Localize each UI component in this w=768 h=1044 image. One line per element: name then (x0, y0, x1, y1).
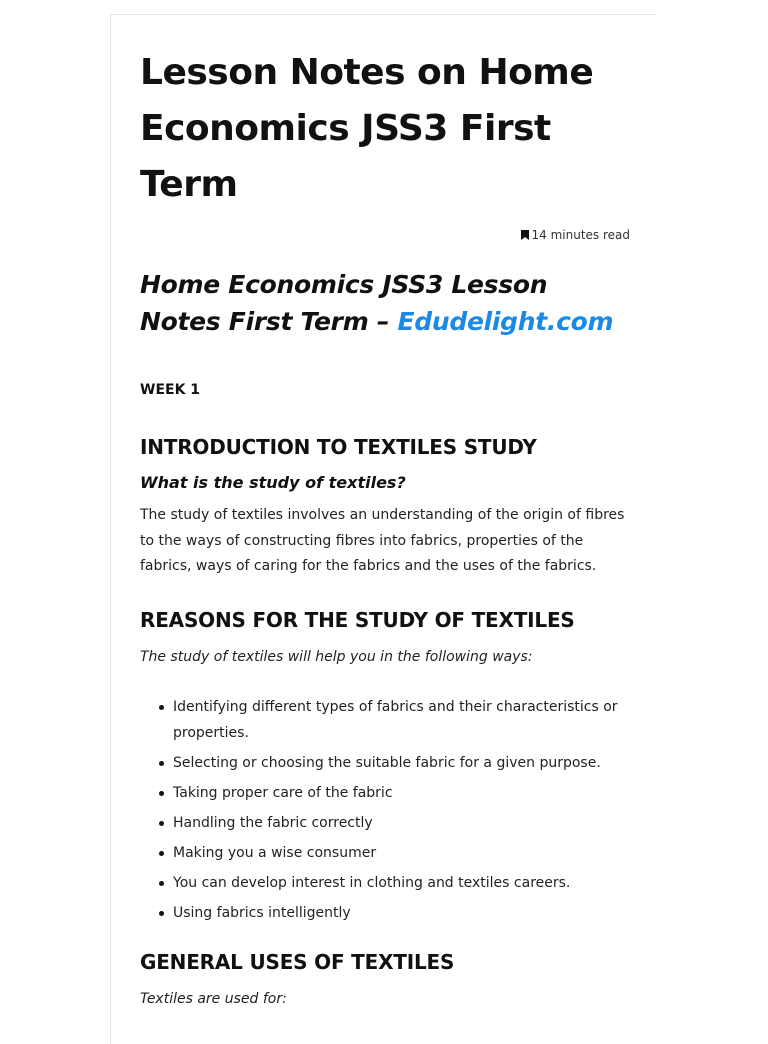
reasons-list (140, 694, 630, 930)
list-item: You can develop interest in clothing and textiles careers. (173, 870, 630, 896)
section-heading-introduction: INTRODUCTION TO TEXTILES STUDY (140, 435, 537, 459)
bookmark-icon (521, 230, 529, 240)
list-item: Taking proper care of the fabric (173, 780, 630, 806)
list-item: Handling the fabric correctly (173, 810, 630, 836)
subtitle-text: Home Economics JSS3 Lesson Notes First Term – (140, 270, 548, 336)
week-label: WEEK 1 (140, 382, 201, 398)
section-question: What is the study of textiles? (140, 473, 406, 492)
page-title: Lesson Notes on Home Economics JSS3 First Term (140, 52, 594, 205)
list-item: Making you a wise consumer (173, 840, 630, 866)
list-item: Using fabrics intelligently (173, 900, 630, 926)
section-intro-reasons: The study of textiles will help you in the following ways: (140, 649, 533, 665)
list-item: Identifying different types of fabrics and their characteristics or properties. (173, 694, 630, 746)
section-heading-uses: GENERAL USES OF TEXTILES (140, 950, 455, 974)
edudelight-link[interactable]: Edudelight.com (397, 307, 614, 336)
list-item: Selecting or choosing the suitable fabric for a given purpose. (173, 750, 630, 776)
read-time (521, 228, 631, 242)
article-subtitle (140, 266, 630, 340)
section-intro-uses: Textiles are used for: (140, 991, 287, 1007)
article-card (110, 14, 656, 1044)
section-body: The study of textiles involves an understanding of the origin of fibres to the ways of constructing fibres into fabrics, properties of the fabrics, ways of caring for the fabrics and the uses of the fabrics. (140, 507, 625, 574)
section-heading-reasons: REASONS FOR THE STUDY OF TEXTILES (140, 608, 575, 632)
read-time-label: 14 minutes read (531, 228, 630, 242)
